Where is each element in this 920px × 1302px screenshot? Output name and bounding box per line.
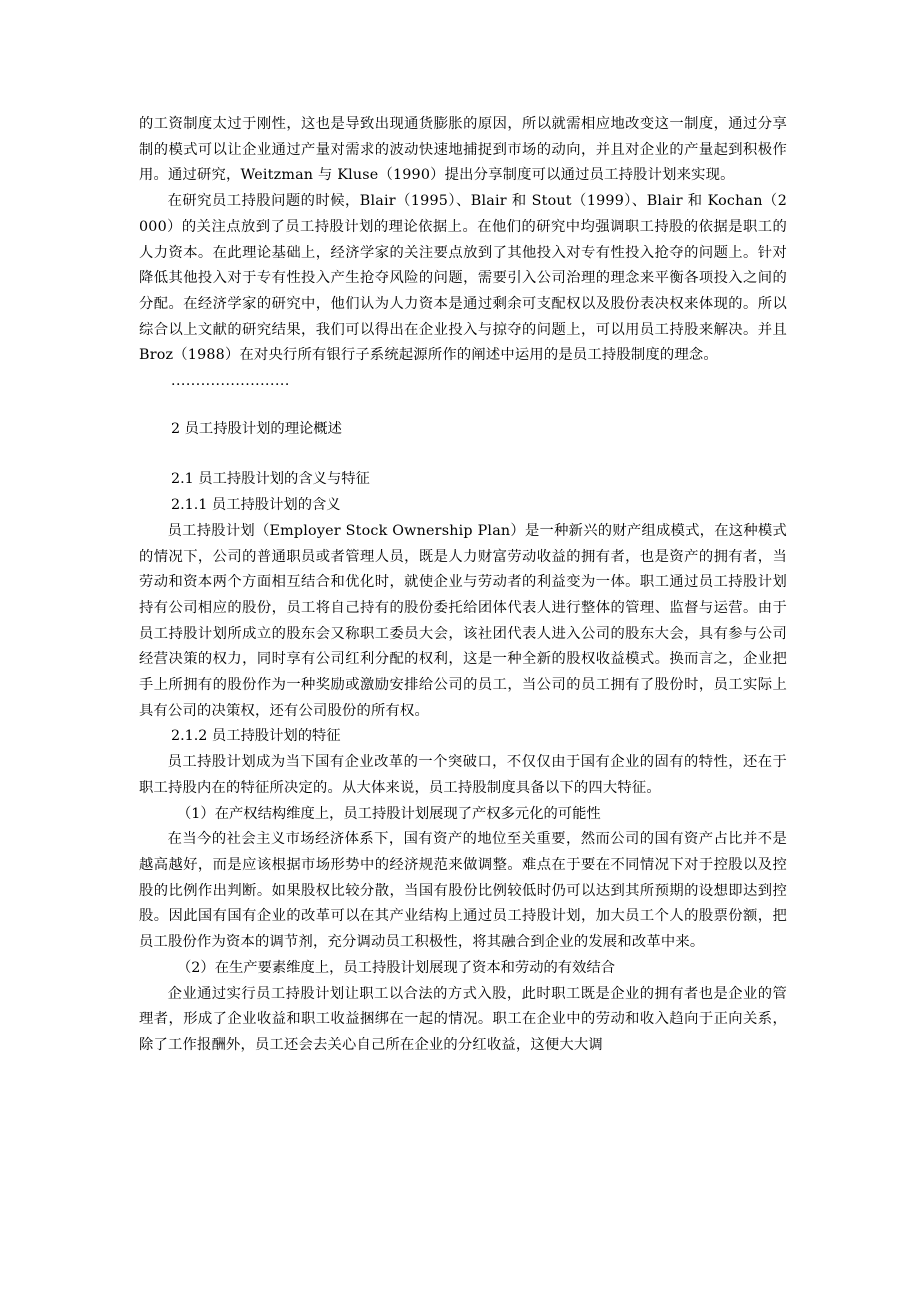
section-heading-2-1-2: 2.1.2 员工持股计划的特征 xyxy=(171,728,341,745)
paragraph-property-rights: 在当今的社会主义市场经济体系下，国有资产的地位至关重要，然而公司的国有资产占比并不是越高越好，而是应该根据市场形势中的经济规范来做调整。难点在于要在不同情况下对于控股以及控股的比例作出判断。如果股权比较分散，当国有股份比例较低时仍可以达到其所预期的设想即达到控股。因此国有国有企业的改革可以在其产业结构上通过员工持股计划，加大员工个人的股票份额，把员工股份作为资本的调节剂，充分调动员工积极性，将其融合到企业的发展和改革中来。 xyxy=(139,831,787,951)
paragraph-literature-review: 在研究员工持股问题的时候，Blair（1995）、Blair 和 Stout（1999）、Blair 和 Kochan（2000）的关注点放到了员工持股计划的理论依据上。在他们的研究中均强调职工持股的依据是职工的人力资本。在此理论基础上，经济学家的关注要点放到了其他投入对专有性投入抢夺的问题上。针对降低其他投入对于专有性投入产生抢夺风险的问题，需要引入公司治理的理念来平衡各项投入之间的分配。在经济学家的研究中，他们认为人力资本是通过剩余可支配权以及股份表决权来体现的。所以综合以上文献的研究结果，我们可以得出在企业投入与掠夺的问题上，可以用员工持股来解决。并且 Broz（1988）在对央行所有银行子系统起源所作的阐述中运用的是员工持股制度的理念。 xyxy=(139,193,787,364)
paragraph-share-system: 的工资制度太过于刚性，这也是导致出现通货膨胀的原因，所以就需相应地改变这一制度，通过分享制的模式可以让企业通过产量对需求的波动快速地捕捉到市场的动向，并且对企业的产量起到积极作用。通过研究，Weitzman 与 Kluse（1990）提出分享制度可以通过员工持股计划来实现。 xyxy=(139,116,787,184)
paragraph-capital-labor: 企业通过实行员工持股计划让职工以合法的方式入股，此时职工既是企业的拥有者也是企业的管理者，形成了企业收益和职工收益捆绑在一起的情况。职工在企业中的劳动和收入趋向于正向关系，除了工作报酬外，员工还会去关心自己所在企业的分红收益，这便大大调 xyxy=(139,985,787,1053)
paragraph-esop-features-intro: 员工持股计划成为当下国有企业改革的一个突破口，不仅仅由于国有企业的固有的特性，还在于职工持股内在的特征所决定的。从大体来说，员工持股制度具备以下的四大特征。 xyxy=(139,754,787,796)
section-heading-2-1: 2.1 员工持股计划的含义与特征 xyxy=(171,471,370,488)
section-heading-2-1-1: 2.1.1 员工持股计划的含义 xyxy=(171,497,341,514)
paragraph-esop-definition: 员工持股计划（Employer Stock Ownership Plan）是一种新兴的财产组成模式，在这种模式的情况下，公司的普通职员或者管理人员，既是人力财富劳动收益的拥有者，也是资产的拥有者，当劳动和资本两个方面相互结合和优化时，就使企业与劳动者的利益变为一体。职工通过员工持股计划持有公司相应的股份，员工将自己持有的股份委托给团体代表人进行整体的管理、监督与运营。由于员工持股计划所成立的股东会又称职工委员大会，该社团代表人进入公司的股东大会，具有参与公司经营决策的权力，同时享有公司红利分配的权利，这是一种全新的股权收益模式。换而言之，企业把手上所拥有的股份作为一种奖励或激励安排给公司的员工，当公司的员工拥有了股份时，员工实际上具有公司的决策权，还有公司股份的所有权。 xyxy=(139,522,787,719)
feature-item-1-heading: （1）在产权结构维度上，员工持股计划展现了产权多元化的可能性 xyxy=(177,805,601,822)
feature-item-2-heading: （2）在生产要素维度上，员工持股计划展现了资本和劳动的有效结合 xyxy=(177,959,615,976)
section-heading-2: 2 员工持股计划的理论概述 xyxy=(171,420,342,437)
document-body xyxy=(139,112,787,1059)
ellipsis-separator: ........................ xyxy=(171,373,290,390)
